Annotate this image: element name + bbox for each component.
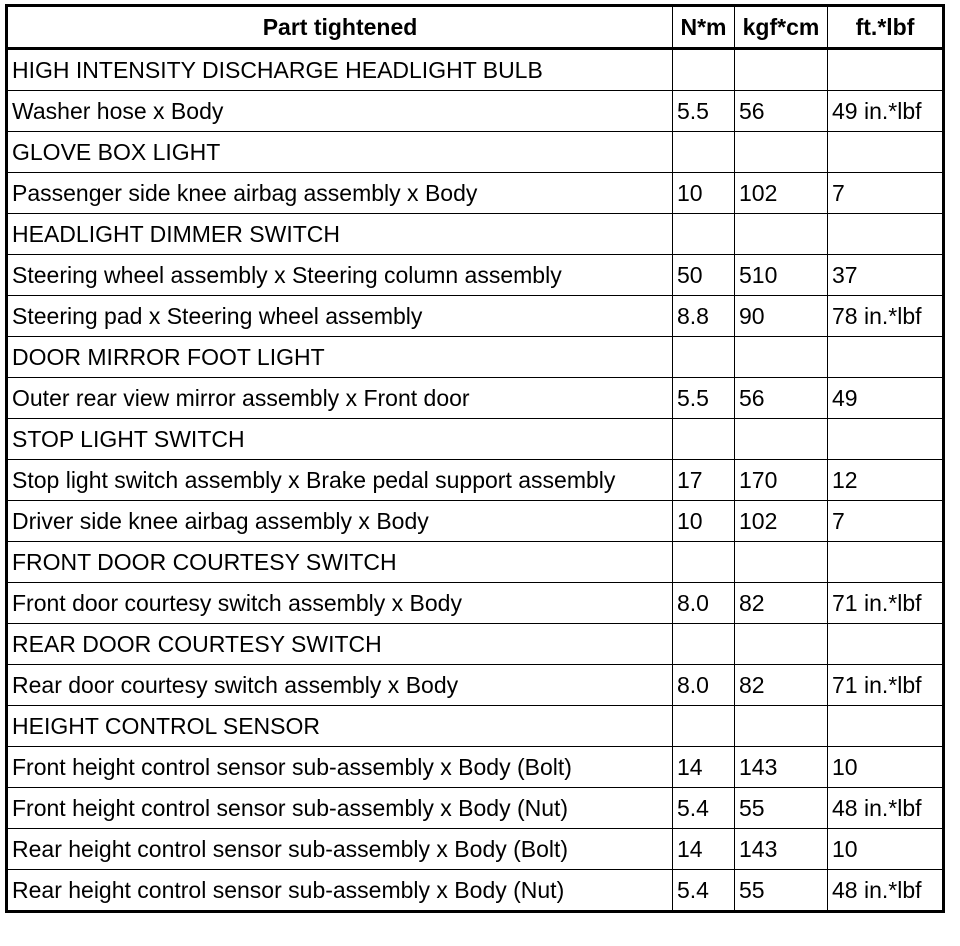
part-cell: HEADLIGHT DIMMER SWITCH: [7, 214, 673, 255]
section-heading-row: [7, 706, 944, 747]
nm-cell: [673, 49, 735, 91]
nm-cell: [673, 419, 735, 460]
table-row: [7, 378, 944, 419]
part-cell: Outer rear view mirror assembly x Front door: [7, 378, 673, 419]
section-heading-row: [7, 214, 944, 255]
kgf-cm-cell: [735, 624, 828, 665]
section-heading-row: [7, 49, 944, 91]
kgf-cm-cell: 510: [735, 255, 828, 296]
part-cell: HIGH INTENSITY DISCHARGE HEADLIGHT BULB: [7, 49, 673, 91]
ft-lbf-cell: 48 in.*lbf: [828, 788, 944, 829]
kgf-cm-cell: 56: [735, 91, 828, 132]
table-row: [7, 747, 944, 788]
ft-lbf-cell: [828, 132, 944, 173]
nm-cell: [673, 214, 735, 255]
ft-lbf-cell: 12: [828, 460, 944, 501]
nm-cell: [673, 706, 735, 747]
nm-cell: 10: [673, 501, 735, 542]
table-row: [7, 788, 944, 829]
header-kgf-cm: kgf*cm: [735, 6, 828, 49]
kgf-cm-cell: [735, 214, 828, 255]
part-cell: Rear door courtesy switch assembly x Body: [7, 665, 673, 706]
part-cell: GLOVE BOX LIGHT: [7, 132, 673, 173]
kgf-cm-cell: [735, 542, 828, 583]
table-body: [7, 49, 944, 912]
part-cell: HEIGHT CONTROL SENSOR: [7, 706, 673, 747]
nm-cell: 17: [673, 460, 735, 501]
ft-lbf-cell: 49 in.*lbf: [828, 91, 944, 132]
section-heading-row: [7, 132, 944, 173]
part-cell: Steering wheel assembly x Steering column assembly: [7, 255, 673, 296]
table-row: [7, 501, 944, 542]
part-cell: Passenger side knee airbag assembly x Body: [7, 173, 673, 214]
nm-cell: 5.4: [673, 788, 735, 829]
kgf-cm-cell: 102: [735, 501, 828, 542]
kgf-cm-cell: [735, 419, 828, 460]
ft-lbf-cell: [828, 49, 944, 91]
nm-cell: 8.0: [673, 583, 735, 624]
part-cell: Steering pad x Steering wheel assembly: [7, 296, 673, 337]
part-cell: Stop light switch assembly x Brake pedal support assembly: [7, 460, 673, 501]
nm-cell: 50: [673, 255, 735, 296]
table-row: [7, 665, 944, 706]
kgf-cm-cell: [735, 49, 828, 91]
section-heading-row: [7, 624, 944, 665]
ft-lbf-cell: [828, 419, 944, 460]
kgf-cm-cell: 82: [735, 583, 828, 624]
part-cell: REAR DOOR COURTESY SWITCH: [7, 624, 673, 665]
ft-lbf-cell: 7: [828, 501, 944, 542]
kgf-cm-cell: 102: [735, 173, 828, 214]
table-row: [7, 173, 944, 214]
table-row: [7, 255, 944, 296]
part-cell: Washer hose x Body: [7, 91, 673, 132]
kgf-cm-cell: 170: [735, 460, 828, 501]
part-cell: Front height control sensor sub-assembly x Body (Bolt): [7, 747, 673, 788]
kgf-cm-cell: 82: [735, 665, 828, 706]
nm-cell: 14: [673, 747, 735, 788]
ft-lbf-cell: 49: [828, 378, 944, 419]
ft-lbf-cell: 37: [828, 255, 944, 296]
kgf-cm-cell: 55: [735, 870, 828, 912]
nm-cell: 10: [673, 173, 735, 214]
nm-cell: 8.0: [673, 665, 735, 706]
ft-lbf-cell: 10: [828, 747, 944, 788]
part-cell: Rear height control sensor sub-assembly x Body (Nut): [7, 870, 673, 912]
ft-lbf-cell: [828, 542, 944, 583]
table-row: [7, 583, 944, 624]
kgf-cm-cell: [735, 132, 828, 173]
torque-specification-table: [5, 4, 945, 913]
ft-lbf-cell: [828, 214, 944, 255]
ft-lbf-cell: 7: [828, 173, 944, 214]
part-cell: Rear height control sensor sub-assembly x Body (Bolt): [7, 829, 673, 870]
table-row: [7, 870, 944, 912]
kgf-cm-cell: [735, 706, 828, 747]
ft-lbf-cell: 71 in.*lbf: [828, 583, 944, 624]
table-header-row: [7, 6, 944, 49]
table-row: [7, 91, 944, 132]
table-row: [7, 829, 944, 870]
kgf-cm-cell: 56: [735, 378, 828, 419]
kgf-cm-cell: 90: [735, 296, 828, 337]
ft-lbf-cell: 48 in.*lbf: [828, 870, 944, 912]
header-ft-lbf: ft.*lbf: [828, 6, 944, 49]
nm-cell: 5.4: [673, 870, 735, 912]
part-cell: Front height control sensor sub-assembly x Body (Nut): [7, 788, 673, 829]
part-cell: Front door courtesy switch assembly x Body: [7, 583, 673, 624]
section-heading-row: [7, 542, 944, 583]
table-row: [7, 460, 944, 501]
nm-cell: [673, 624, 735, 665]
kgf-cm-cell: 55: [735, 788, 828, 829]
nm-cell: [673, 132, 735, 173]
part-cell: FRONT DOOR COURTESY SWITCH: [7, 542, 673, 583]
header-part-tightened: Part tightened: [7, 6, 673, 49]
section-heading-row: [7, 419, 944, 460]
ft-lbf-cell: [828, 624, 944, 665]
ft-lbf-cell: [828, 706, 944, 747]
ft-lbf-cell: 78 in.*lbf: [828, 296, 944, 337]
table-row: [7, 296, 944, 337]
kgf-cm-cell: 143: [735, 747, 828, 788]
nm-cell: [673, 542, 735, 583]
nm-cell: 8.8: [673, 296, 735, 337]
part-cell: DOOR MIRROR FOOT LIGHT: [7, 337, 673, 378]
nm-cell: [673, 337, 735, 378]
kgf-cm-cell: [735, 337, 828, 378]
ft-lbf-cell: 71 in.*lbf: [828, 665, 944, 706]
section-heading-row: [7, 337, 944, 378]
kgf-cm-cell: 143: [735, 829, 828, 870]
ft-lbf-cell: [828, 337, 944, 378]
part-cell: STOP LIGHT SWITCH: [7, 419, 673, 460]
ft-lbf-cell: 10: [828, 829, 944, 870]
part-cell: Driver side knee airbag assembly x Body: [7, 501, 673, 542]
header-newton-meter: N*m: [673, 6, 735, 49]
nm-cell: 14: [673, 829, 735, 870]
nm-cell: 5.5: [673, 378, 735, 419]
nm-cell: 5.5: [673, 91, 735, 132]
